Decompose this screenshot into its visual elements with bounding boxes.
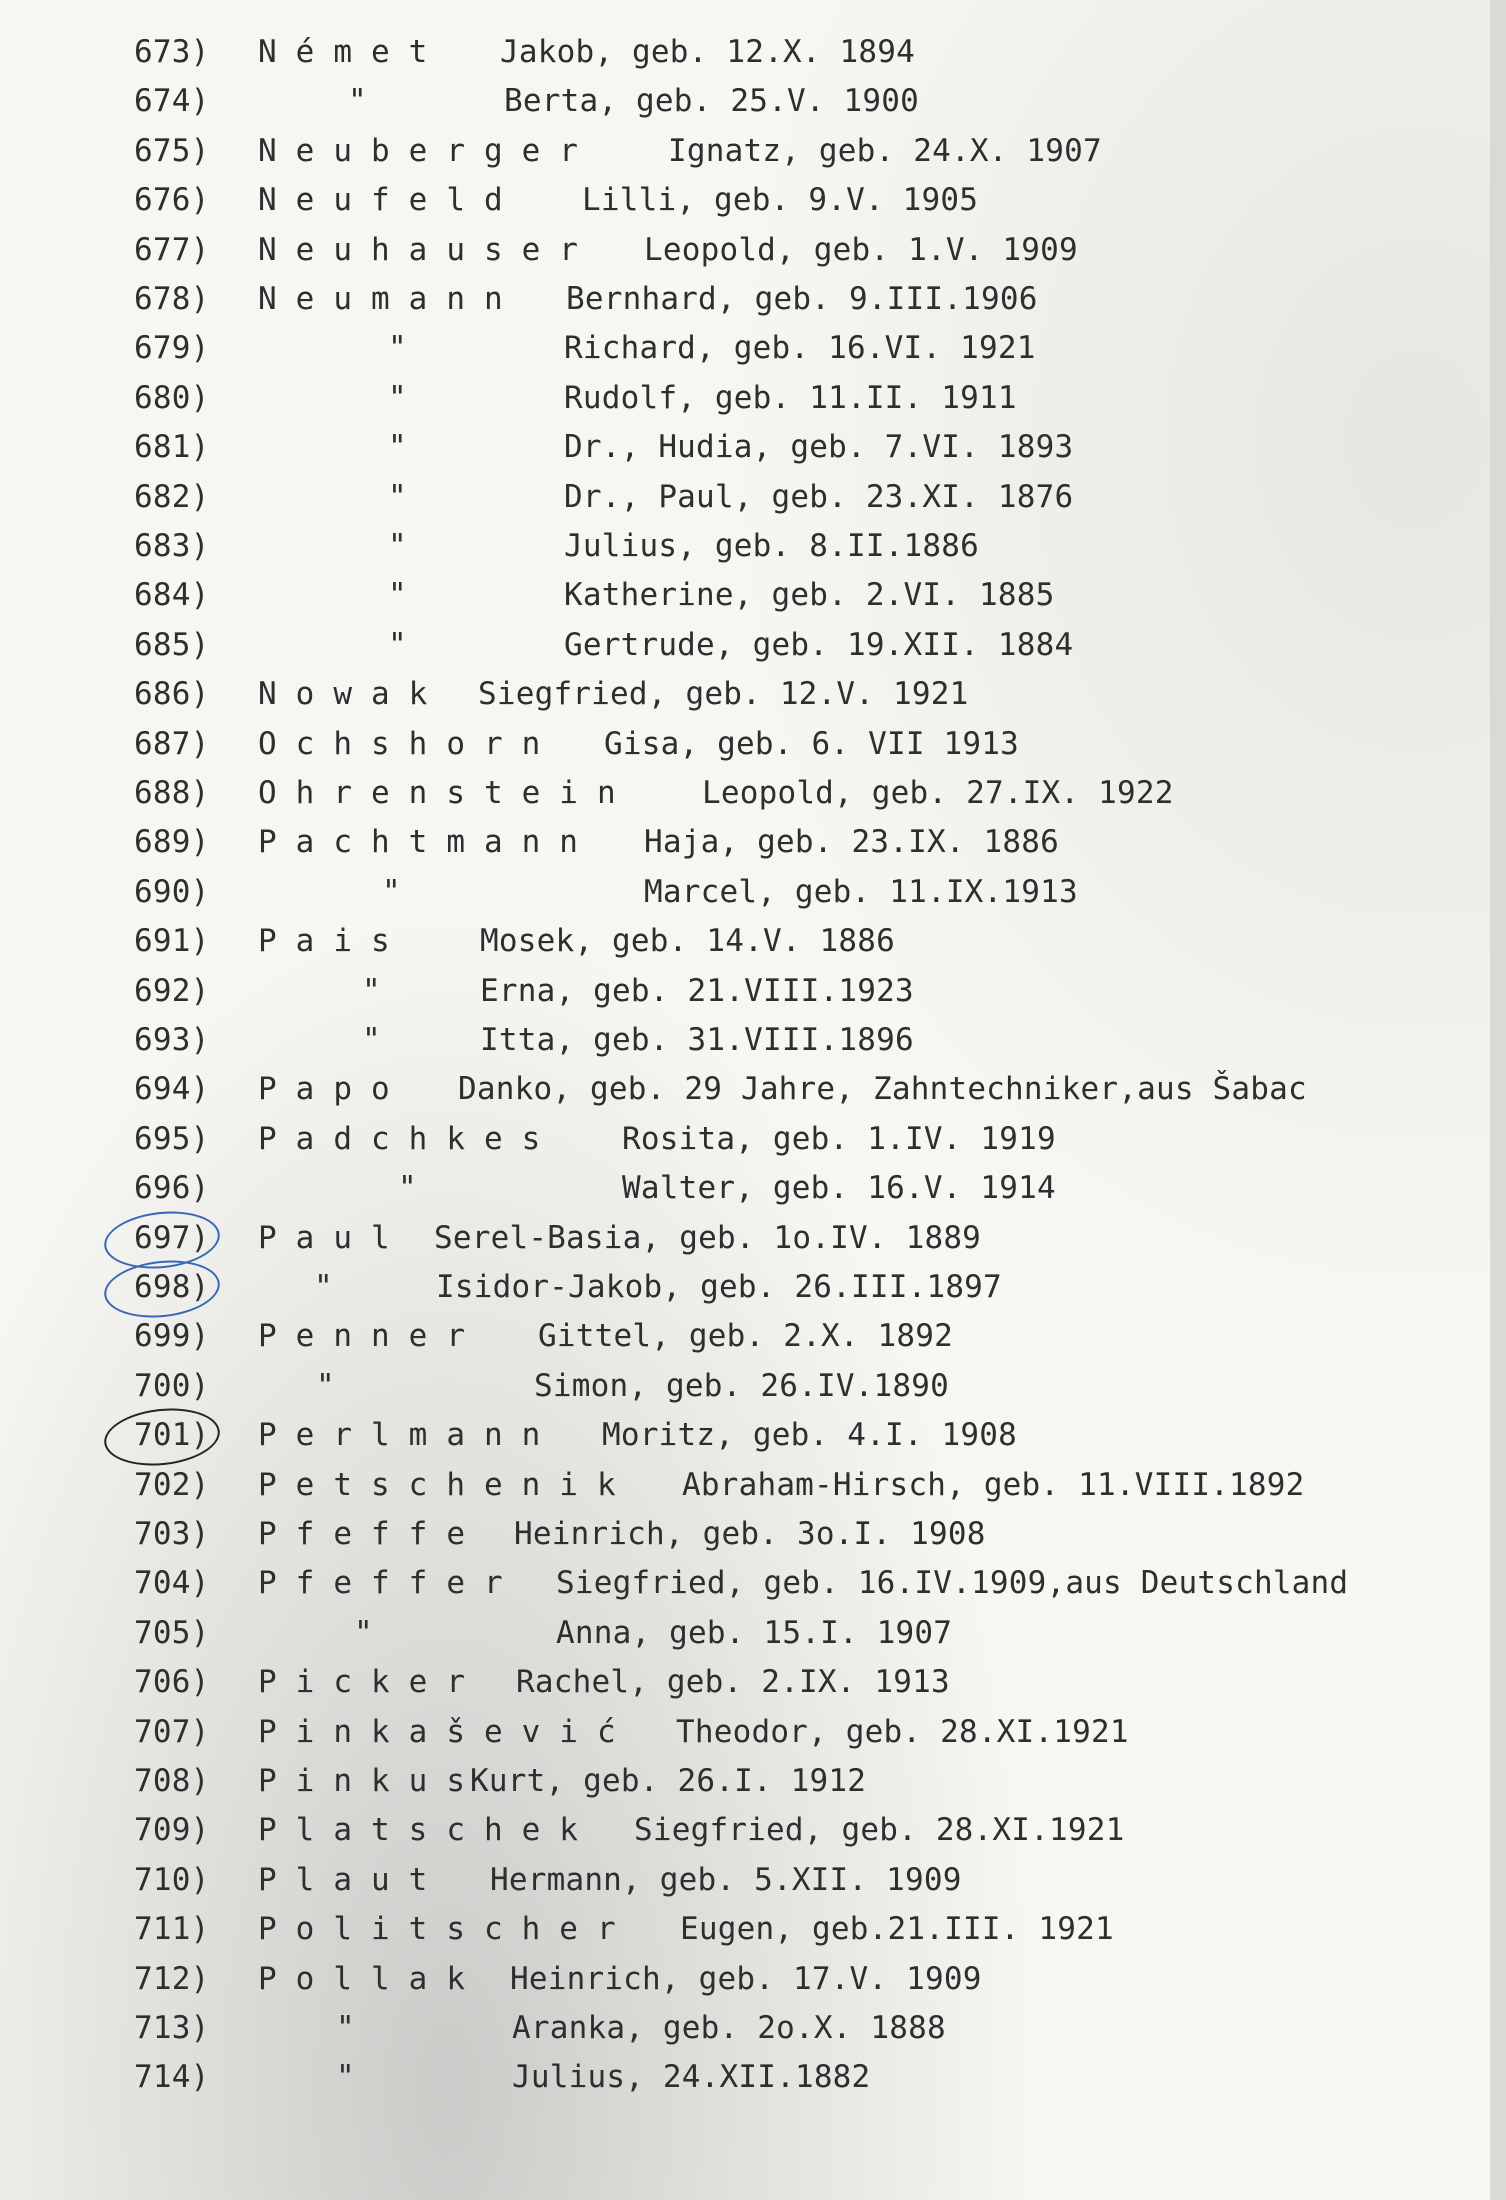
list-entry <box>0 1117 1490 1161</box>
entry-number: 679) <box>134 330 210 367</box>
list-entry <box>0 1018 1490 1062</box>
list-entry <box>0 1561 1490 1605</box>
ditto-mark: " <box>388 626 407 663</box>
entry-details: Isidor-Jakob, geb. 26.III.1897 <box>436 1269 1002 1305</box>
entry-surname: Padchkes <box>258 1120 560 1157</box>
entry-number: 675) <box>134 132 210 169</box>
list-entry <box>0 1314 1490 1358</box>
entry-number: 702) <box>134 1466 210 1503</box>
ditto-mark: " <box>354 1614 373 1651</box>
list-entry <box>0 870 1490 914</box>
entry-details: Itta, geb. 31.VIII.1896 <box>480 1022 914 1058</box>
list-entry <box>0 1413 1490 1457</box>
entry-number: 694) <box>134 1071 210 1108</box>
ditto-mark: " <box>336 2059 355 2096</box>
entry-number: 701) <box>134 1417 210 1454</box>
entry-details: Heinrich, geb. 17.V. 1909 <box>510 1960 982 1997</box>
entry-details: Leopold, geb. 27.IX. 1922 <box>702 775 1174 811</box>
ditto-mark: " <box>362 1022 381 1058</box>
list-entry <box>0 1611 1490 1655</box>
entry-number: 703) <box>134 1516 210 1552</box>
entry-number: 683) <box>134 528 210 564</box>
entry-details: Simon, geb. 26.IV.1890 <box>534 1367 949 1404</box>
entry-number: 695) <box>134 1120 210 1157</box>
entry-number: 680) <box>134 379 210 416</box>
entry-details: Dr., Paul, geb. 23.XI. 1876 <box>564 478 1074 515</box>
entry-details: Marcel, geb. 11.IX.1913 <box>644 873 1078 910</box>
entry-surname: Neumann <box>258 281 522 317</box>
entry-surname: Pollak <box>258 1960 484 1997</box>
list-entry <box>0 1216 1490 1260</box>
entry-surname: Papo <box>258 1071 409 1108</box>
entry-surname: Ohrenstein <box>258 775 635 811</box>
ditto-mark: " <box>388 330 407 367</box>
entry-number: 689) <box>134 824 210 861</box>
list-entry <box>0 1858 1490 1902</box>
list-entry <box>0 2055 1490 2099</box>
entry-details: Siegfried, geb. 12.V. 1921 <box>478 676 969 713</box>
entry-surname: Petschenik <box>258 1466 635 1503</box>
entry-number: 687) <box>134 725 210 762</box>
entry-number: 709) <box>134 1812 210 1849</box>
list-entry <box>0 672 1490 716</box>
entry-surname: Penner <box>258 1318 484 1355</box>
entry-details: Hermann, geb. 5.XII. 1909 <box>490 1861 962 1898</box>
entry-details: Rudolf, geb. 11.II. 1911 <box>564 379 1017 416</box>
entry-details: Berta, geb. 25.V. 1900 <box>504 83 919 120</box>
ditto-mark: " <box>388 577 407 614</box>
ditto-mark: " <box>348 83 367 120</box>
entry-number: 711) <box>134 1911 210 1948</box>
entry-number: 710) <box>134 1861 210 1898</box>
entry-details: Rachel, geb. 2.IX. 1913 <box>516 1664 950 1701</box>
list-entry <box>0 820 1490 864</box>
list-entry <box>0 1808 1490 1852</box>
ditto-mark: " <box>388 528 407 564</box>
list-entry <box>0 425 1490 469</box>
entry-number: 690) <box>134 873 210 910</box>
entry-surname: Neuhauser <box>258 231 597 268</box>
entry-number: 682) <box>134 478 210 515</box>
entry-number: 708) <box>134 1763 210 1799</box>
entry-details: Theodor, geb. 28.XI.1921 <box>676 1713 1129 1750</box>
entry-details: Mosek, geb. 14.V. 1886 <box>480 923 895 960</box>
entry-details: Eugen, geb.21.III. 1921 <box>680 1911 1114 1948</box>
entry-number: 714) <box>134 2059 210 2096</box>
list-entry <box>0 1710 1490 1754</box>
entry-number: 700) <box>134 1367 210 1404</box>
entry-number: 713) <box>134 2010 210 2046</box>
list-entry <box>0 1067 1490 1111</box>
entry-details: Siegfried, geb. 16.IV.1909,aus Deutschland <box>556 1565 1349 1602</box>
entry-number: 698) <box>134 1269 210 1305</box>
ditto-mark: " <box>382 873 401 910</box>
entry-details: Gertrude, geb. 19.XII. 1884 <box>564 626 1074 663</box>
entry-details: Erna, geb. 21.VIII.1923 <box>480 972 914 1009</box>
entry-details: Gittel, geb. 2.X. 1892 <box>538 1318 953 1355</box>
ditto-mark: " <box>314 1269 333 1305</box>
list-entry <box>0 524 1490 568</box>
entry-details: Walter, geb. 16.V. 1914 <box>622 1170 1056 1207</box>
entry-details: Serel-Basia, geb. 1o.IV. 1889 <box>434 1219 982 1256</box>
entry-number: 678) <box>134 281 210 317</box>
list-entry <box>0 178 1490 222</box>
entry-details: Dr., Hudia, geb. 7.VI. 1893 <box>564 429 1074 466</box>
list-entry <box>0 228 1490 272</box>
entry-number: 676) <box>134 182 210 219</box>
list-entry <box>0 1957 1490 2001</box>
entry-number: 692) <box>134 972 210 1009</box>
ditto-mark: " <box>388 429 407 466</box>
list-entry <box>0 277 1490 321</box>
entry-number: 693) <box>134 1022 210 1058</box>
entry-surname: Pachtmann <box>258 824 597 861</box>
list-entry <box>0 1512 1490 1556</box>
entry-details: Aranka, geb. 2o.X. 1888 <box>512 2010 946 2046</box>
entry-number: 674) <box>134 83 210 120</box>
entry-details: Jakob, geb. 12.X. 1894 <box>500 34 915 70</box>
entry-number: 673) <box>134 34 210 70</box>
list-entry <box>0 129 1490 173</box>
list-entry <box>0 771 1490 815</box>
ditto-mark: " <box>398 1170 417 1207</box>
entry-surname: Pais <box>258 923 409 960</box>
list-entry <box>0 1364 1490 1408</box>
entry-details: Heinrich, geb. 3o.I. 1908 <box>514 1516 986 1552</box>
list-entry <box>0 623 1490 667</box>
entry-details: Haja, geb. 23.IX. 1886 <box>644 824 1059 861</box>
entry-details: Katherine, geb. 2.VI. 1885 <box>564 577 1055 614</box>
entry-details: Abraham-Hirsch, geb. 11.VIII.1892 <box>682 1466 1305 1503</box>
ditto-mark: " <box>388 379 407 416</box>
list-entry <box>0 79 1490 123</box>
entry-details: Ignatz, geb. 24.X. 1907 <box>668 132 1102 169</box>
entry-details: Moritz, geb. 4.I. 1908 <box>602 1417 1017 1454</box>
entry-number: 704) <box>134 1565 210 1602</box>
entry-number: 696) <box>134 1170 210 1207</box>
list-entry <box>0 2006 1490 2050</box>
entry-surname: Neuberger <box>258 132 597 169</box>
list-entry <box>0 1166 1490 1210</box>
list-entry <box>0 969 1490 1013</box>
entry-surname: Paul <box>258 1219 409 1256</box>
list-entry <box>0 30 1490 74</box>
entry-number: 712) <box>134 1960 210 1997</box>
entry-details: Julius, geb. 8.II.1886 <box>564 528 979 564</box>
list-entry <box>0 326 1490 370</box>
entry-details: Richard, geb. 16.VI. 1921 <box>564 330 1036 367</box>
ditto-mark: " <box>336 2010 355 2046</box>
entry-number: 677) <box>134 231 210 268</box>
entry-surname: Ochshorn <box>258 725 560 762</box>
list-entry <box>0 1265 1490 1309</box>
list-entry <box>0 1463 1490 1507</box>
entry-details: Kurt, geb. 26.I. 1912 <box>470 1763 867 1799</box>
entry-details: Julius, 24.XII.1882 <box>512 2059 871 2096</box>
entry-details: Bernhard, geb. 9.III.1906 <box>566 281 1038 317</box>
list-entry <box>0 722 1490 766</box>
entry-surname: Politscher <box>258 1911 635 1948</box>
scanner-edge <box>1490 0 1506 2200</box>
entry-details: Anna, geb. 15.I. 1907 <box>556 1614 953 1651</box>
entry-number: 705) <box>134 1614 210 1651</box>
entry-surname: Picker <box>258 1664 484 1701</box>
ditto-mark: " <box>362 972 381 1009</box>
entry-surname: Platschek <box>258 1812 597 1849</box>
ditto-mark: " <box>388 478 407 515</box>
entry-number: 681) <box>134 429 210 466</box>
entry-details: Rosita, geb. 1.IV. 1919 <box>622 1120 1056 1157</box>
entry-number: 699) <box>134 1318 210 1355</box>
entry-surname: Pfeffer <box>258 1565 522 1602</box>
entry-details: Danko, geb. 29 Jahre, Zahntechniker,aus Šabac <box>458 1071 1307 1108</box>
list-entry <box>0 1660 1490 1704</box>
entry-surname: Pinkus <box>258 1763 484 1799</box>
entry-number: 688) <box>134 775 210 811</box>
entry-number: 697) <box>134 1219 210 1256</box>
entry-surname: Német <box>258 34 447 70</box>
entry-surname: Pfeffe <box>258 1516 484 1552</box>
list-entry <box>0 1907 1490 1951</box>
entry-number: 691) <box>134 923 210 960</box>
entry-number: 685) <box>134 626 210 663</box>
entry-surname: Nowak <box>258 676 447 713</box>
entry-details: Siegfried, geb. 28.XI.1921 <box>634 1812 1125 1849</box>
list-entry <box>0 919 1490 963</box>
entry-details: Gisa, geb. 6. VII 1913 <box>604 725 1019 762</box>
entry-number: 707) <box>134 1713 210 1750</box>
entry-number: 684) <box>134 577 210 614</box>
list-entry <box>0 475 1490 519</box>
list-entry <box>0 1759 1490 1803</box>
list-entry <box>0 376 1490 420</box>
list-entry <box>0 573 1490 617</box>
entry-surname: Perlmann <box>258 1417 560 1454</box>
entry-surname: Plaut <box>258 1861 447 1898</box>
entry-number: 706) <box>134 1664 210 1701</box>
entry-number: 686) <box>134 676 210 713</box>
entry-details: Leopold, geb. 1.V. 1909 <box>644 231 1078 268</box>
entry-details: Lilli, geb. 9.V. 1905 <box>582 182 979 219</box>
entry-surname: Pinkašević <box>258 1713 635 1750</box>
ditto-mark: " <box>316 1367 335 1404</box>
entry-surname: Neufeld <box>258 182 522 219</box>
